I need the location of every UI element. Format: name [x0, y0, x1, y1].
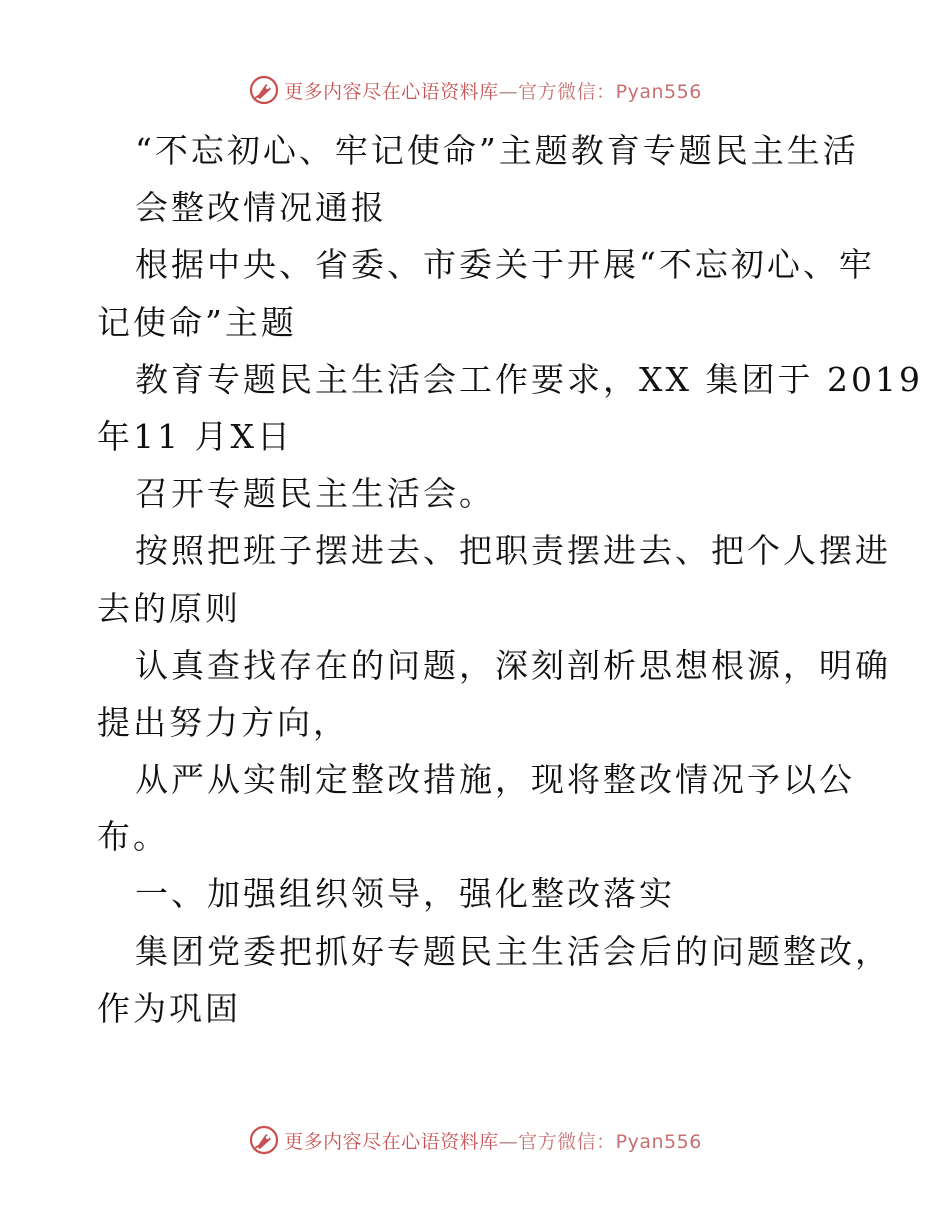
text-line: “不忘初心、牢记使命”主题教育专题民主生活	[135, 131, 859, 170]
text-line: 记使命”主题	[97, 302, 297, 342]
text-line: 提出努力方向，	[97, 702, 349, 742]
text-line: 根据中央、省委、市委关于开展“不忘初心、牢	[135, 245, 875, 285]
text-line: 年11 月X日	[97, 416, 293, 456]
text-line: 一、加强组织领导，强化整改落实	[135, 874, 675, 914]
text-line: 去的原则	[97, 588, 241, 628]
text-line: 布。	[97, 817, 169, 857]
watermark-text: 更多内容尽在心语资料库—官方微信：Pyan556	[284, 1130, 702, 1153]
text-line: 教育专题民主生活会工作要求，XX 集团于 2019	[135, 359, 923, 399]
text-line: 从严从实制定整改措施，现将整改情况予以公	[135, 760, 855, 800]
text-line: 召开专题民主生活会。	[135, 474, 495, 514]
text-line: 集团党委把抓好专题民主生活会后的问题整改，	[135, 931, 891, 971]
text-line: 认真查找存在的问题，深刻剖析思想根源，明确	[135, 645, 891, 685]
text-line: 作为巩固	[97, 988, 241, 1028]
text-line: 会整改情况通报	[135, 188, 387, 228]
text-line: 按照把班子摆进去、把职责摆进去、把个人摆进	[135, 531, 891, 571]
document-body	[97, 122, 923, 1037]
pen-nib-logo-icon	[248, 1124, 280, 1156]
footer-watermark	[0, 1120, 950, 1160]
header-watermark	[0, 70, 950, 110]
pen-nib-logo-icon	[248, 74, 280, 106]
watermark-text: 更多内容尽在心语资料库—官方微信：Pyan556	[284, 80, 702, 103]
